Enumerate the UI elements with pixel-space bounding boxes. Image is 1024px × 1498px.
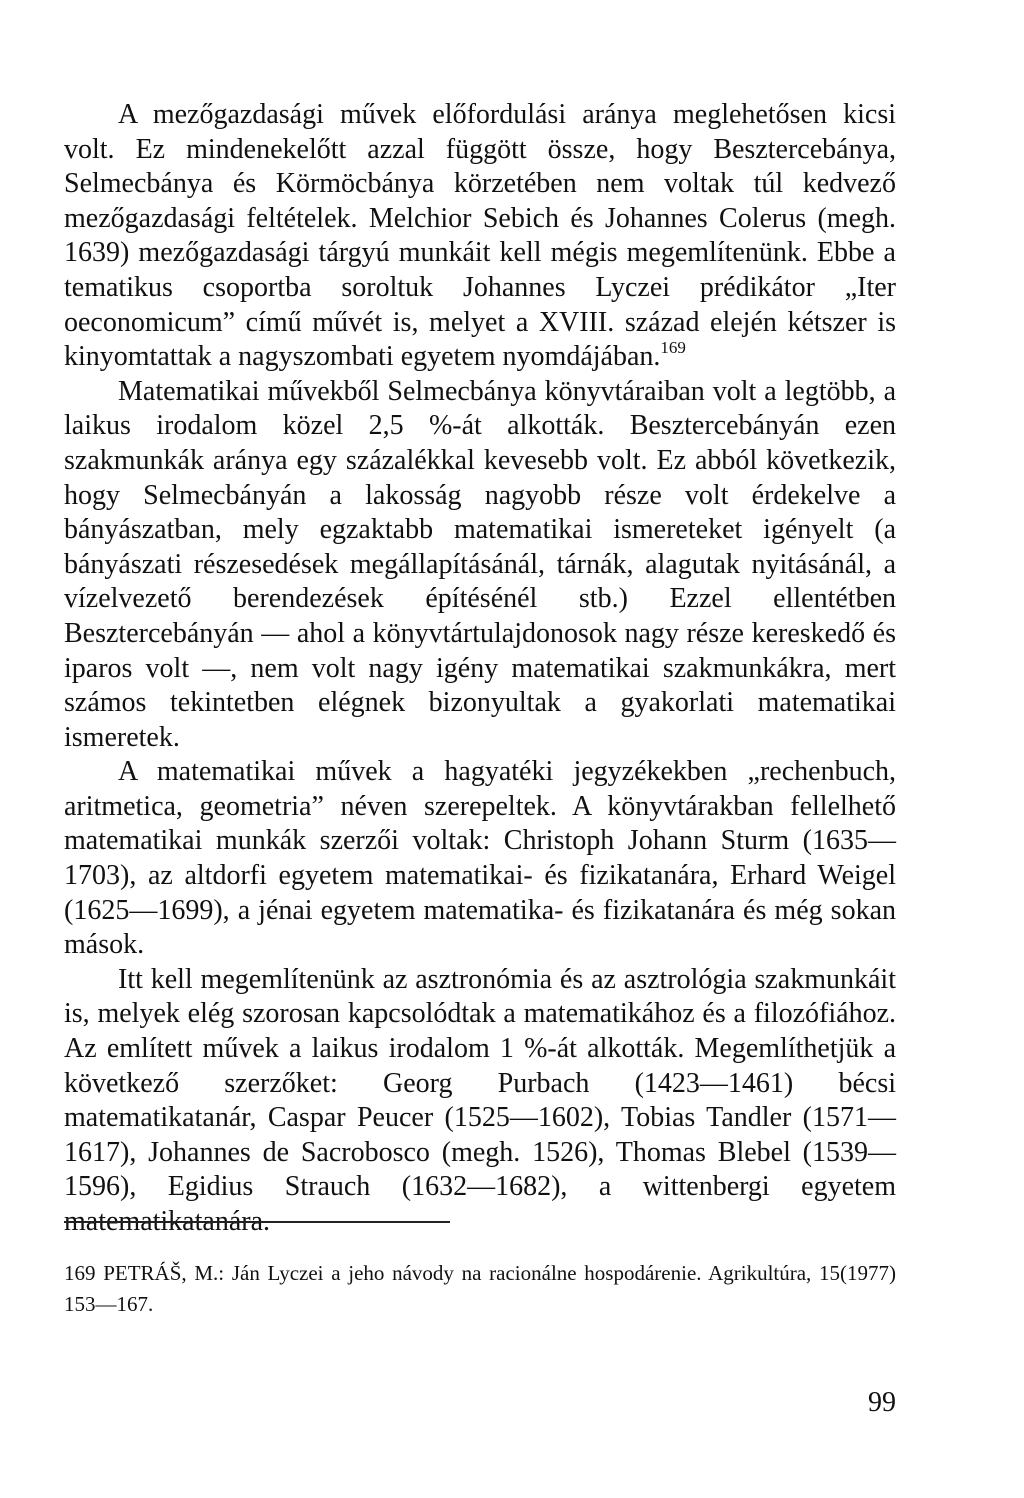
page-body bbox=[64, 98, 896, 1240]
paragraph-mathematics bbox=[64, 375, 896, 756]
paragraph-astronomy-text: Itt kell megemlítenünk az asztronómia és az asztrológia szakmunkáit is, melyek elég szorosan kapcsolódtak a matematikához és a filozófiához. Az említett művek a laikus irodalom 1 %-át alkották. Megemlíthetjük a következő szerzőket: Georg Purbach (1423—1461) bécsi matematikatanár, Caspar Peucer (1525—1602), Tobias Tandler (1571—1617), Johannes de Sacrobosco (megh. 1526), Thomas Blebel (1539—1596), Egidius Strauch (1632—1682), a wittenbergi egyetem matematikatanára. bbox=[64, 963, 896, 1237]
paragraph-agriculture bbox=[64, 98, 896, 375]
paragraph-mathematics-text: Matematikai művekből Selmecbánya könyvtáraiban volt a legtöbb, a laikus irodalom közel 2,5 %-át alkották. Besztercebányán ezen szakmunkák aránya egy százalékkal kevesebb volt. Ez abból következik, hogy Selmecbányán a lakosság nagyobb része volt érdekelve a bányászatban, mely egzaktabb matematikai ismereteket igényelt (a bányászati részesedések megállapításánál, tárnák, alagutak nyitásánál, a vízelvezető berendezések építésénél stb.) Ezzel ellentétben Besztercebányán — ahol a könyvtártulajdonosok nagy része kereskedő és iparos volt —, nem volt nagy igény matematikai szakmunkákra, mert számos tekintetben elégnek bizonyultak a gyakorlati matematikai ismeretek. bbox=[64, 375, 896, 753]
paragraph-math-authors bbox=[64, 755, 896, 963]
page-number: 99 bbox=[868, 1387, 896, 1418]
footnotes-section bbox=[64, 1258, 896, 1320]
paragraph-astronomy bbox=[64, 963, 896, 1240]
paragraph-agriculture-text: A mezőgazdasági művek előfordulási aránya meglehetősen kicsi volt. Ez mindenekelőtt azzal függött össze, hogy Besztercebánya, Selmecbánya és Körmöcbánya körzetében nem voltak túl kedvező mezőgazdasági feltételek. Melchior Sebich és Johannes Colerus (megh. 1639) mezőgazdasági tárgyú munkáit kell mégis megemlítenünk. Ebbe a tematikus csoportba soroltuk Johannes Lyczei prédikátor „Iter oeconomicum” című művét is, melyet a XVIII. század elején kétszer is kinyomtattak a nagyszombati egyetem nyomdájában. bbox=[64, 99, 896, 373]
footnote-divider bbox=[64, 1221, 450, 1223]
footnote-169: 169 PETRÁŠ, M.: Ján Lyczei a jeho návody na racionálne hospodárenie. Agrikultúra, 15(1977) 153—167. bbox=[64, 1261, 896, 1316]
paragraph-math-authors-text: A matematikai művek a hagyatéki jegyzékekben „rechenbuch, aritmetica, geometria” néven szerepeltek. A könyvtárakban fellelhető matematikai munkák szerzői voltak: Christoph Johann Sturm (1635—1703), az altdorfi egyetem matematikai- és fizikatanára, Erhard Weigel (1625—1699), a jénai egyetem matematika- és fizikatanára és még sokan mások. bbox=[64, 756, 896, 961]
footnote-reference: 169 bbox=[660, 338, 686, 358]
